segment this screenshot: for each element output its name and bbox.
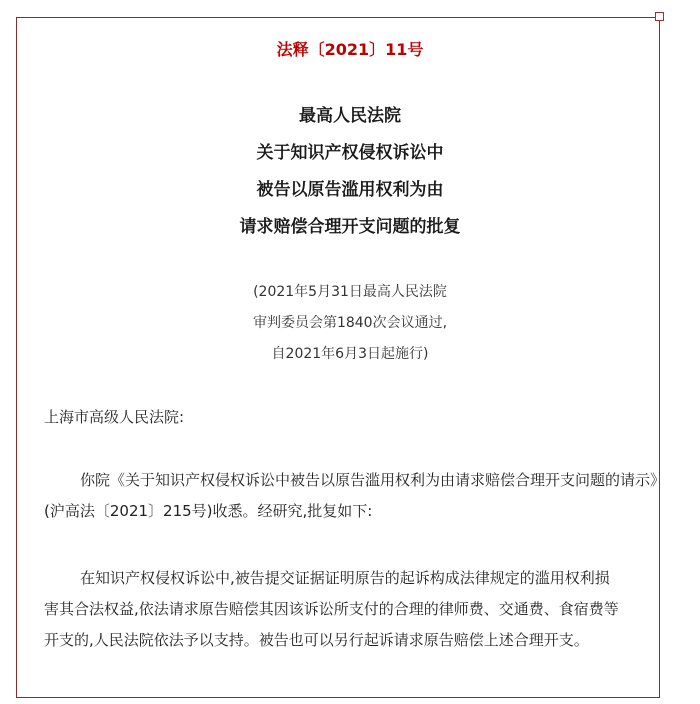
paragraph-request-reference: 你院《关于知识产权侵权诉讼中被告以原告滥用权利为由请求赔偿合理开支问题的请示》(沪高法〔2021〕215号)收悉。经研究,批复如下:: [44, 471, 666, 520]
ruling-line: 在知识产权侵权诉讼中,被告提交证据证明原告的起诉构成法律规定的滥用权利损: [80, 569, 610, 587]
title-line: 关于知识产权侵权诉讼中: [256, 143, 444, 163]
title-line: 请求赔偿合理开支问题的批复: [239, 217, 461, 237]
title-line: 被告以原告滥用权利为由: [256, 180, 444, 200]
document-number: 法释〔2021〕11号: [276, 40, 424, 59]
resize-handle[interactable]: [655, 12, 664, 21]
ruling-line: 开支的,人民法院依法予以支持。被告也可以另行起诉请求原告赔偿上述合理开支。: [44, 631, 589, 649]
adoption-line: 审判委员会第1840次会议通过,: [252, 315, 448, 331]
document-title: [0, 101, 700, 249]
adoption-line: 自2021年6月3日起施行): [271, 346, 429, 362]
paragraph-ruling: [44, 563, 674, 656]
adoption-note: [0, 280, 700, 373]
title-line: 最高人民法院: [299, 106, 401, 126]
ruling-line: 害其合法权益,依法请求原告赔偿其因该诉讼所支付的合理的律师费、交通费、食宿费等: [44, 600, 619, 618]
adoption-line: (2021年5月31日最高人民法院: [253, 284, 447, 300]
addressee: 上海市高级人民法院:: [44, 408, 185, 426]
